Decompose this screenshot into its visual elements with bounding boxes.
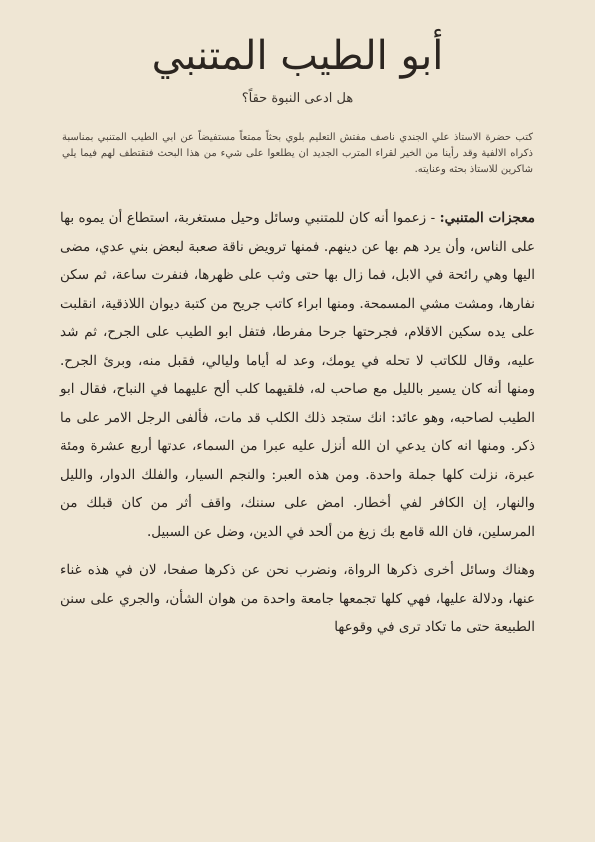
- article-subtitle: هل ادعى النبوة حقاً؟: [241, 91, 354, 106]
- section-lead: معجزات المتنبي:: [439, 210, 535, 226]
- editor-intro: كتب حضرة الاستاذ علي الجندي ناصف مفتش التعليم بلوي بحثاً ممتعاً مستفيضاً عن ابي الطيب المتنبي بمناسبة ذكراه الالفية وقد رأينا من الخير لقراء المترب الجديد ان يطلعوا على شيء من هذا البحث فنقتطف لهم فيما يلي شاكرين للاستاذ بحثه وعنايته.: [62, 132, 533, 175]
- body-paragraph-1-text: - زعموا أنه كان للمتنبي وسائل وحيل مستغربة، استطاع أن يموه بها على الناس، وأن يرد هم بها عن دينهم. فمنها ترويض ناقة صعبة لبعض بني عدي، مضى اليها وهي رائحة في الابل، فما زال بها حتى وثب على ظهرها، فنفرت ساعة، ثم سكن نفارها، ومشت مشي المسمحة. ومنها ابراء كاتب جريح من كتبة ديوان اللاذقية، انقلبت على يده سكين الاقلام، فجرحتها جرحا مفرطا، فتفل ابو الطيب على الجرح، ثم شد عليه، وقال للكاتب لا تحله في يومك، وعد له أياما وليالي، فقبل منه، وبرئ الجرح. ومنها أنه كان يسير بالليل مع صاحب له، فلقيهما كلب ألح عليهما في النباح، فقال ابو الطيب لصاحبه، وهو عائد: انك ستجد ذلك الكلب قد مات، فألفى الرجل الامر على ما ذكر. ومنها انه كان يدعي ان الله أنزل عليه عبرا من السماء، عدتها أربع عشرة ومئة عبرة، نزلت كلها جملة واحدة. ومن هذه العبر: والنجم السيار، والفلك الدوار، والليل والنهار، إن الكافر لفي أخطار. امض على سننك، واقف أثر من كان قبلك من المرسلين، فان الله قامع بك زيغ من ألحد في الدين، وضل عن السبيل.: [60, 210, 535, 540]
- article-title: أبو الطيب المتنبي: [151, 33, 444, 79]
- body-paragraph-2: وهناك وسائل أخرى ذكرها الرواة، ونضرب نحن عن ذكرها صفحا، لان في هذه غناء عنها، ودلالة عليها، فهي كلها تجمعها جامعة واحدة من هوان الشأن، والجري على سنن الطبيعة حتى ما تكاد ترى في وقوعها: [60, 562, 535, 635]
- body-paragraph-1: [60, 204, 535, 546]
